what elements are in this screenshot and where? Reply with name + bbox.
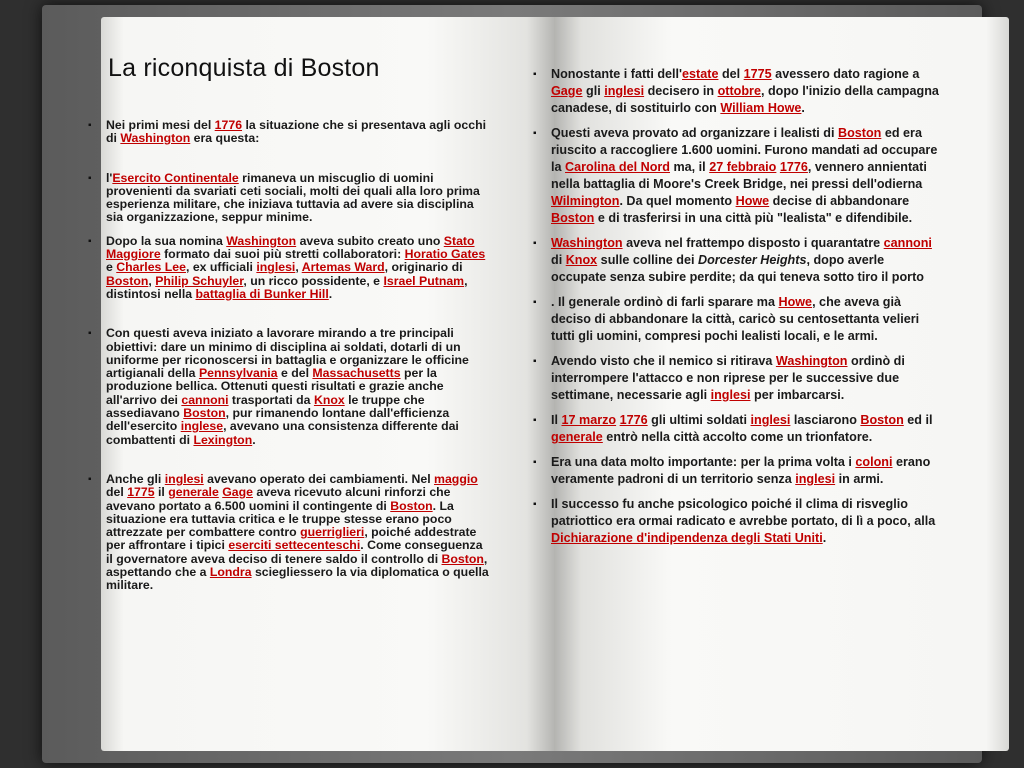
wiki-link[interactable]: Horatio Gates <box>404 247 486 262</box>
wiki-link[interactable]: 1775 <box>743 67 772 81</box>
wiki-link[interactable]: Boston <box>106 273 149 288</box>
text-segment: gli <box>582 84 605 98</box>
wiki-link[interactable]: Boston <box>441 551 484 566</box>
text-segment: . <box>822 531 827 545</box>
bullet-item <box>551 235 941 286</box>
wiki-link[interactable]: Gage <box>551 84 583 98</box>
text-segment: avessero dato ragione a <box>771 67 920 81</box>
emphasis-text: Dorcester Heights <box>697 253 807 267</box>
bullet-item <box>551 125 941 227</box>
text-segment: Avendo visto che il nemico si ritirava <box>551 354 776 368</box>
text-segment: , vennero annientati nella battaglia di Moore's Creek Bridge, nei pressi dell'odierna <box>551 160 927 191</box>
wiki-link[interactable]: 1776 <box>619 413 648 427</box>
wiki-link[interactable]: inglesi <box>750 413 791 427</box>
bullet-item <box>551 353 941 404</box>
text-segment: rimaneva un miscuglio di uomini provenienti da svariati ceti sociali, molti dei quali alla loro prima esperienza militare, che iniziava tuttavia ad avere sia disciplina sia organizzazione, seppur minime. <box>106 170 480 225</box>
wiki-link[interactable]: guerriglieri <box>300 525 365 540</box>
text-segment: e di trasferirsi in una città più "lealista" e difendibile. <box>594 211 913 225</box>
wiki-link[interactable]: Esercito Continentale <box>112 170 239 185</box>
wiki-link[interactable]: Londra <box>209 565 252 580</box>
wiki-link[interactable]: inglesi <box>795 472 836 486</box>
text-segment: per la produzione bellica. Ottenuti questi risultati e grazie anche all'arrivo dei <box>106 366 444 407</box>
wiki-link[interactable]: 1775 <box>127 485 155 500</box>
text-segment: . <box>328 286 333 301</box>
text-segment: l' <box>106 170 113 185</box>
text-segment: entrò nella città accolto come un trionfatore. <box>602 430 873 444</box>
text-segment: Il successo fu anche psicologico poiché il clima di risveglio patriottico era ormai radicato e avrebbe portato, di lì a poco, alla <box>551 497 936 528</box>
text-segment: decise di abbandonare <box>769 194 910 208</box>
wiki-link[interactable]: generale <box>168 485 219 500</box>
text-segment: e <box>106 260 117 275</box>
wiki-link[interactable]: coloni <box>855 455 893 469</box>
text-segment: . Da quel momento <box>619 194 736 208</box>
wiki-link[interactable]: maggio <box>434 471 478 486</box>
wiki-link[interactable]: Boston <box>183 406 226 421</box>
text-segment: , poiché addestrate per affrontare i tipici <box>106 525 477 553</box>
wiki-link[interactable]: Wilmington <box>551 194 620 208</box>
text-segment: aveva subito creato uno <box>296 233 444 248</box>
text-segment: . <box>252 432 256 447</box>
text-segment: di <box>551 253 566 267</box>
text-segment: avevano operato dei cambiamenti. Nel <box>203 471 435 486</box>
text-segment: , ex ufficiali <box>185 260 257 275</box>
text-segment: , avevano una consistenza differente dai combattenti di <box>106 419 459 447</box>
text-segment: erano veramente padroni di un territorio senza <box>551 455 931 486</box>
wiki-link[interactable]: Knox <box>313 392 345 407</box>
text-segment: per imbarcarsi. <box>750 388 845 402</box>
text-segment: in armi. <box>835 472 884 486</box>
text-segment: trasportati da <box>228 392 314 407</box>
text-segment: del <box>718 67 744 81</box>
text-segment: , che aveva già deciso di abbandonare la città, caricò su centosettanta velieri tutti gli uomini, compresi pochi lealisti locali, e le armi. <box>551 295 920 343</box>
left-bullet-list <box>106 119 492 603</box>
page-title: La riconquista di Boston <box>108 54 380 82</box>
wiki-link[interactable]: Boston <box>390 498 433 513</box>
bullet-item <box>106 119 492 146</box>
text-segment: il <box>154 485 169 500</box>
text-segment: , dopo averle occupate senza subire perdite; da qui teneva sotto tiro il porto <box>551 253 924 284</box>
text-segment: formato dai suoi più stretti collaboratori: <box>160 247 405 262</box>
bullet-item <box>106 473 492 593</box>
text-segment: , originario di <box>384 260 463 275</box>
wiki-link[interactable]: Boston <box>837 126 882 140</box>
wiki-link[interactable]: William Howe <box>720 101 802 115</box>
wiki-link[interactable]: Philip Schuyler <box>155 273 244 288</box>
text-segment: e del <box>277 366 313 381</box>
right-bullet-list <box>551 66 941 555</box>
text-segment: lasciarono <box>790 413 861 427</box>
wiki-link[interactable]: cannoni <box>181 392 229 407</box>
wiki-link[interactable]: Stato Maggiore <box>106 233 475 262</box>
wiki-link[interactable]: 17 marzo <box>561 413 617 427</box>
wiki-link[interactable]: Washington <box>120 131 191 146</box>
wiki-link[interactable]: Boston <box>551 211 595 225</box>
wiki-link[interactable]: cannoni <box>883 236 932 250</box>
text-segment: , un ricco possidente, e <box>243 273 384 288</box>
wiki-link[interactable]: Lexington <box>193 432 253 447</box>
wiki-link[interactable]: Pennsylvania <box>198 366 278 381</box>
bullet-item <box>551 496 941 547</box>
wiki-link[interactable]: Artemas Ward <box>301 260 385 275</box>
text-segment: aveva ricevuto alcuni rinforzi che avevano portato a 6.500 uomini il contingente di <box>106 485 451 513</box>
wiki-link[interactable]: estate <box>682 67 719 81</box>
text-segment: ma, il <box>669 160 710 174</box>
wiki-link[interactable]: Carolina del Nord <box>565 160 670 174</box>
bullet-item <box>551 412 941 446</box>
text-segment: gli ultimi soldati <box>647 413 751 427</box>
wiki-link[interactable]: Washington <box>226 233 297 248</box>
text-segment: , dopo l'inizio della campagna canadese, di sostituirlo con <box>551 84 939 115</box>
wiki-link[interactable]: 1776 <box>214 118 243 132</box>
wiki-link[interactable]: 1776 <box>779 160 808 174</box>
text-segment: Era una data molto importante: per la prima volta i <box>551 455 856 469</box>
text-segment: la situazione che si presentava agli occhi di <box>106 118 487 146</box>
bullet-item <box>551 454 941 488</box>
text-segment: Il <box>551 413 562 427</box>
text-segment: . Come conseguenza il governatore aveva deciso di tenere saldo il controllo di <box>106 538 483 566</box>
wiki-link[interactable]: inglesi <box>710 388 751 402</box>
wiki-link[interactable]: Massachusetts <box>312 366 401 381</box>
wiki-link[interactable]: Dichiarazione d'indipendenza degli Stati Uniti <box>551 531 823 545</box>
text-segment: , distintosi nella <box>106 273 468 301</box>
wiki-link[interactable]: generale <box>551 430 603 444</box>
wiki-link[interactable]: inglesi <box>256 260 296 275</box>
text-segment: sulle colline dei <box>597 253 698 267</box>
text-segment: . <box>801 101 805 115</box>
text-segment: decisero in <box>644 84 718 98</box>
bullet-item <box>106 235 492 301</box>
text-segment: Dopo la sua nomina <box>106 233 227 248</box>
text-segment: ed il <box>903 413 933 427</box>
text-segment: . La situazione era tuttavia critica e le truppe stesse erano poco attrezzate per combattere contro <box>106 498 454 540</box>
text-segment: , <box>148 273 156 288</box>
wiki-link[interactable]: Gage <box>222 485 253 500</box>
wiki-link[interactable]: Boston <box>860 413 904 427</box>
bullet-item <box>551 294 941 345</box>
text-segment: Con questi aveva iniziato a lavorare mirando a tre principali obiettivi: dare un minimo di disciplina ai soldati, dotarli di un uniforme per riconoscersi in battaglia e organizzare le officine artigianali della <box>106 326 469 381</box>
wiki-link[interactable]: inglesi <box>604 84 645 98</box>
text-segment: Questi aveva provato ad organizzare i lealisti di <box>551 126 838 140</box>
text-segment: aveva nel frattempo disposto i quarantatre <box>622 236 884 250</box>
text-segment: le truppe che assediavano <box>106 392 425 421</box>
wiki-link[interactable]: Knox <box>565 253 598 267</box>
bullet-item <box>551 66 941 117</box>
text-segment: sciegliessero la via diplomatica o quella militare. <box>106 565 489 593</box>
wiki-link[interactable]: Howe <box>778 295 813 309</box>
text-segment: . Il generale ordinò di farli sparare ma <box>551 295 779 309</box>
text-segment: , <box>295 260 302 275</box>
text-segment: del <box>106 485 128 500</box>
wiki-link[interactable]: Israel Putnam <box>383 273 465 288</box>
wiki-link[interactable]: Washington <box>551 236 623 250</box>
wiki-link[interactable]: 27 febbraio <box>709 160 777 174</box>
wiki-link[interactable]: inglesi <box>164 471 204 486</box>
wiki-link[interactable]: eserciti settecenteschi <box>228 538 361 553</box>
wiki-link[interactable]: battaglia di Bunker Hill <box>195 286 329 301</box>
wiki-link[interactable]: Washington <box>775 354 848 368</box>
bullet-item <box>106 172 492 225</box>
bullet-item <box>106 327 492 447</box>
text-segment: , pur rimanendo lontane dall'efficienza dell'esercito <box>106 406 450 434</box>
wiki-link[interactable]: Howe <box>735 194 770 208</box>
text-segment: ed era riuscito a raccogliere 1.600 uomini. Furono mandati ad occupare la <box>551 126 938 174</box>
wiki-link[interactable]: ottobre <box>717 84 761 98</box>
wiki-link[interactable]: inglese <box>180 419 224 434</box>
wiki-link[interactable]: Charles Lee <box>116 260 186 275</box>
text-segment: ordinò di interrompere l'attacco e non riprese per le successive due settimane, necessarie agli <box>551 354 905 402</box>
text-segment: era questa: <box>190 131 260 146</box>
text-segment: Anche gli <box>106 471 165 486</box>
text-segment: , aspettando che a <box>106 551 488 580</box>
text-segment: Nei primi mesi del <box>106 118 215 132</box>
text-segment: Nonostante i fatti dell' <box>551 67 683 81</box>
